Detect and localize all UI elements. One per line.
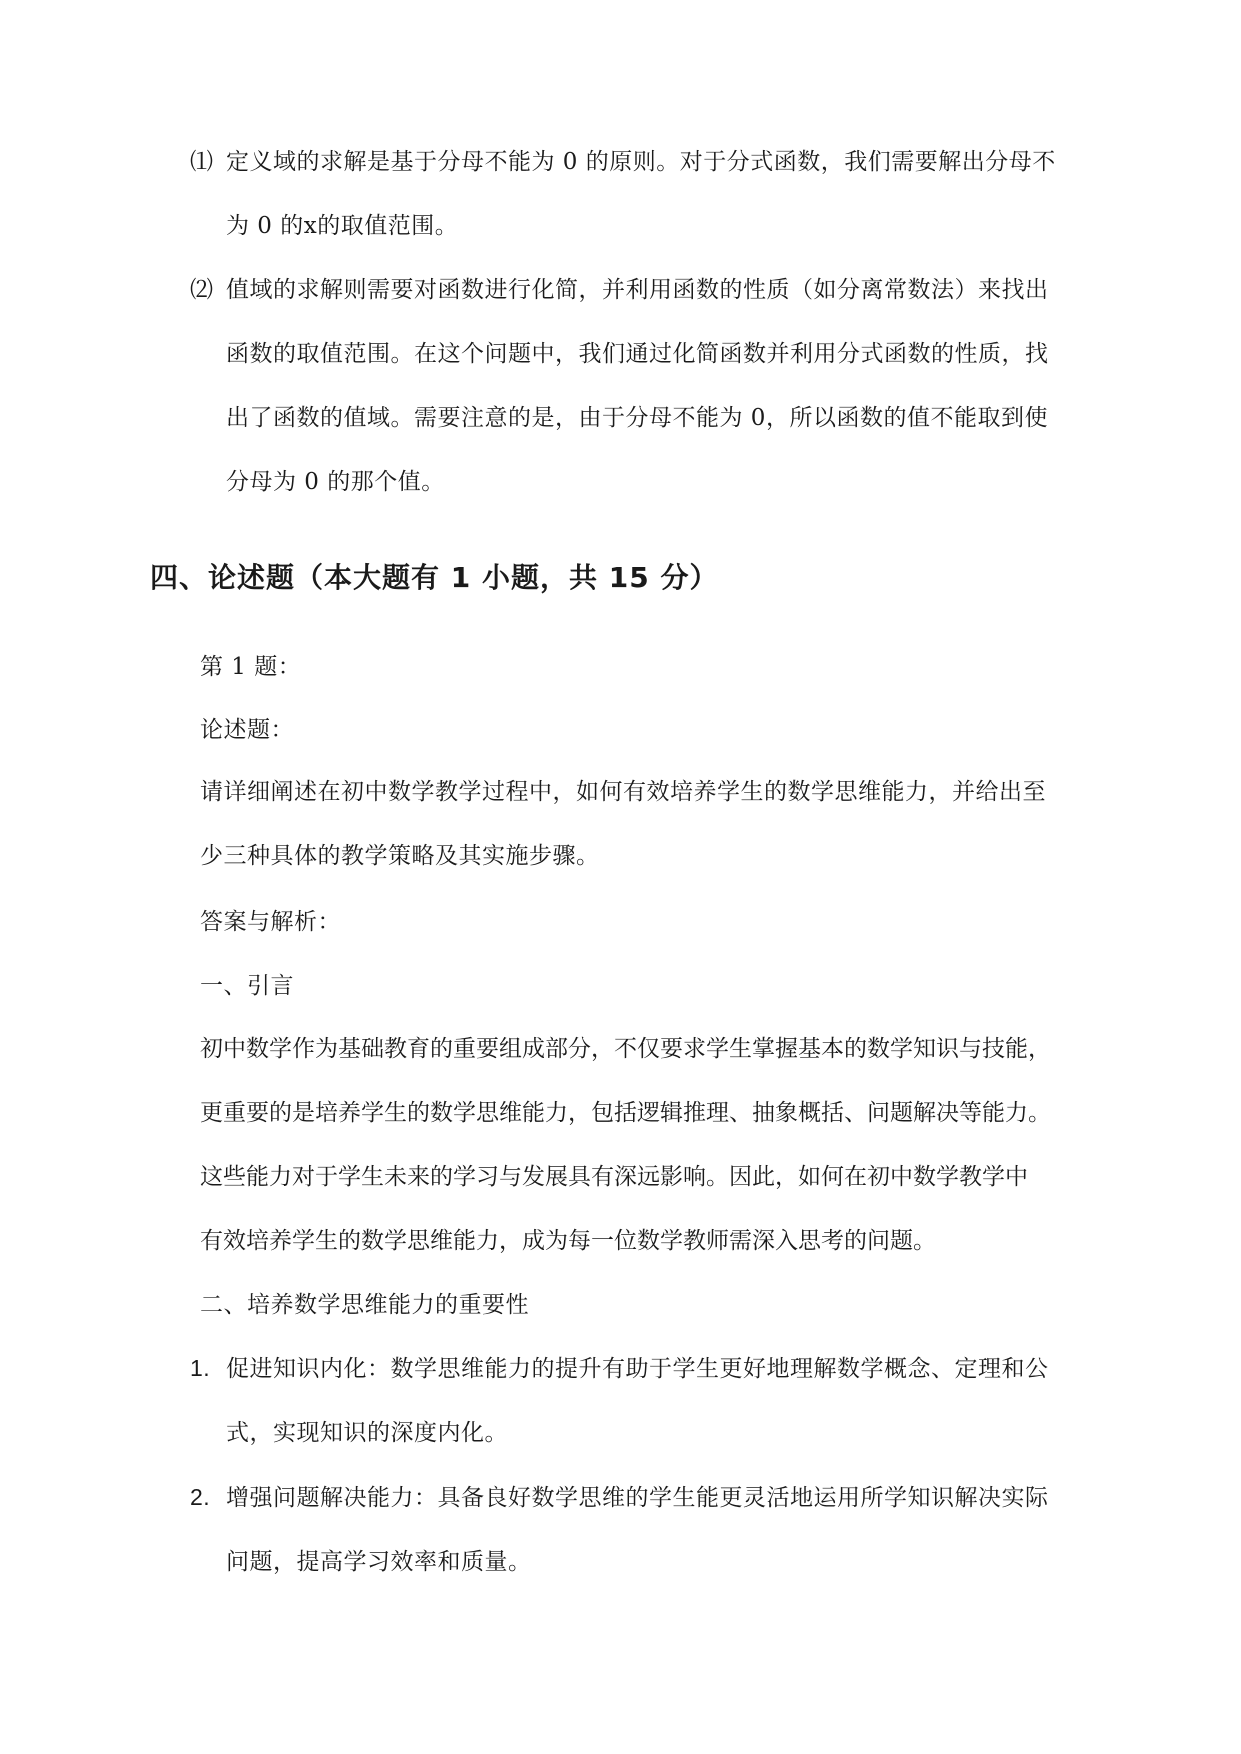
list-item-line1: 促进知识内化：数学思维能力的提升有助于学生更好地理解数学概念、定理和公: [226, 1356, 1049, 1382]
list-item-line2: 问题，提高学习效率和质量。: [226, 1549, 532, 1575]
intro-title: 一、引言: [200, 973, 294, 999]
list-item-line1: 增强问题解决能力：具备良好数学思维的学生能更灵活地运用所学知识解决实际: [226, 1485, 1049, 1511]
note-item-2: [190, 258, 1090, 514]
importance-title: 二、培养数学思维能力的重要性: [200, 1292, 529, 1318]
note-item-2-line4: 分母为 0 的那个值。: [226, 469, 445, 495]
question-line-1: 请详细阐述在初中数学教学过程中，如何有效培养学生的数学思维能力，并给出至: [200, 779, 1046, 805]
note-item-1-line2: 为 0 的x的取值范围。: [226, 213, 459, 239]
note-item-2-line2: 函数的取值范围。在这个问题中，我们通过化简函数并利用分式函数的性质，找: [226, 341, 1049, 367]
list-item-marker: 2.: [190, 1484, 211, 1510]
list-item: [190, 1336, 1090, 1465]
note-item-1-marker: ⑴: [190, 149, 214, 175]
intro-paragraph: [200, 1017, 1100, 1273]
answer-label: 答案与解析：: [200, 909, 341, 935]
question-line-2: 少三种具体的教学策略及其实施步骤。: [200, 843, 600, 869]
question-number: 第 1 题：: [200, 654, 302, 680]
note-item-1: [190, 130, 1090, 258]
note-item-2-line3: 出了函数的值域。需要注意的是，由于分母不能为 0，所以函数的值不能取到使: [226, 405, 1048, 431]
list-item-line2: 式，实现知识的深度内化。: [226, 1420, 508, 1446]
note-item-1-line1: 定义域的求解是基于分母不能为 0 的原则。对于分式函数，我们需要解出分母不: [226, 149, 1056, 175]
question-type: 论述题：: [200, 717, 294, 743]
intro-line-2: 更重要的是培养学生的数学思维能力，包括逻辑推理、抽象概括、问题解决等能力。: [200, 1100, 1051, 1126]
list-item: [190, 1465, 1090, 1594]
intro-line-4: 有效培养学生的数学思维能力，成为每一位数学教师需深入思考的问题。: [200, 1228, 936, 1254]
intro-line-1: 初中数学作为基础教育的重要组成部分，不仅要求学生掌握基本的数学知识与技能，: [200, 1036, 1051, 1062]
note-item-2-marker: ⑵: [190, 277, 214, 303]
question-text: [200, 760, 1100, 888]
note-item-2-line1: 值域的求解则需要对函数进行化简，并利用函数的性质（如分离常数法）来找出: [226, 277, 1049, 303]
section-heading: 四、论述题（本大题有 1 小题，共 15 分）: [150, 561, 719, 594]
list-item-marker: 1.: [190, 1355, 211, 1381]
intro-line-3: 这些能力对于学生未来的学习与发展具有深远影响。因此，如何在初中数学教学中: [200, 1164, 1028, 1190]
